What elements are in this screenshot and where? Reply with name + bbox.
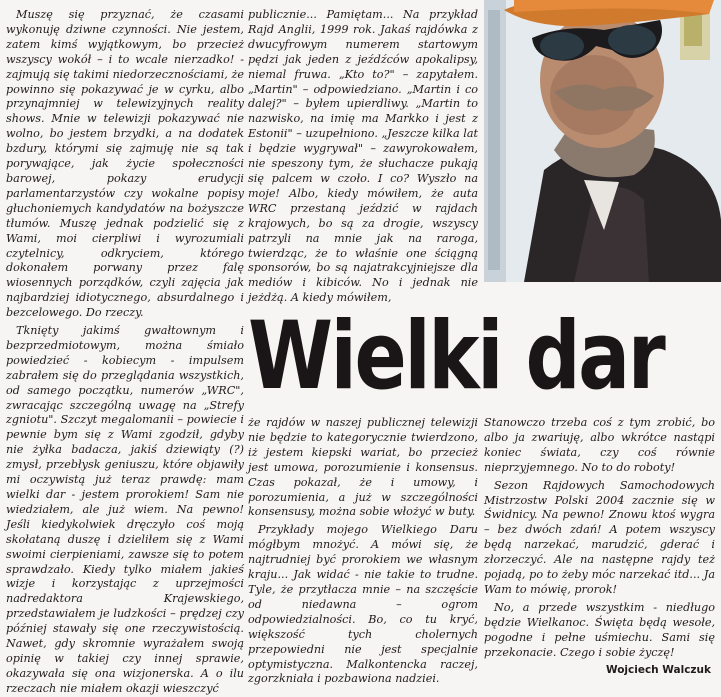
article-column-3 (248, 416, 478, 686)
paragraph: Przykłady mojego Wielkiego Daru mógłbym mnożyć. A mówi się, że najtrudniej być prorokiem we własnym kraju... Jak widać - nie takie to trudne. Tyle, że przytłacza mnie – na szczęście od niedawna – ogrom odpowiedzialności. Bo, co tu kryć, większość tych cholernych przepowiedni nie jest specjalnie optymistyczna. Malkontencka raczej, zgorzkniała i pozbawiona nadziei. (248, 523, 478, 686)
man-with-sunglasses-image (484, 0, 721, 282)
headline: Wielki dar (248, 302, 664, 411)
article-column-2 (248, 8, 478, 305)
author-signature: Wojciech Walczuk (605, 664, 711, 676)
article-column-1 (6, 8, 244, 695)
article-column-4 (484, 416, 715, 666)
paragraph: Tknięty jakimś gwałtownym i bezprzedmiotowym, można śmiało powiedzieć - kobiecym - impulsem zabrałem się do przeglądania wszystkich, od samego początku, numerów „WRC", zwracając szczególną uwagę na „Strefy zgniotu". Szczyt megalomanii – powiecie i pewnie bym się z Wami zgodził, gdyby nie żyłka badacza, jakiś dziewiąty (?) zmysł, przebłysk geniuszu, które objawiły mi oczywistą już teraz prawdę: mam wielki dar - jestem prorokiem! Sam nie wiedziałem, ale już wiem. Na pewno! Jeśli kiedykolwiek dręczyło coś moją skołataną duszę i dzieliłem się z Wami swoimi cierpieniami, zawsze się to potem sprawdzało. Kiedy tylko miałem jakieś wizje i korzystając z uprzejmości nadredaktora Krajewskiego, przedstawiałem je ludzkości – prędzej czy później stawały się one rzeczywistością. Nawet, gdy skromnie wyrażałem swoją opinię w takiej czy innej sprawie, okazywała się ona wizjonerska. A o ilu rzeczach nie miałem okazji wieszczyć (6, 324, 244, 695)
paragraph: No, a przede wszystkim - niedługo będzie Wielkanoc. Święta będą wesołe, pogodne i pełne uśmiechu. Sami się przekonacie. Czego i sobie życzę! (484, 600, 715, 659)
paragraph: Muszę się przyznać, że czasami wykonuję dziwne czynności. Nie jestem, zatem kimś wyjątkowym, bo przecież wszyscy wokół – i to wcale nierzadko! - zajmują się takimi niedorzecznościami, że powinno się pokazywać je w cyrku, albo przynajmniej w telewizyjnych reality shows. Mnie w telewizji pokazywać nie wolno, bo jestem brzydki, a na dodatek bzdury, którymi się zajmuję nie są tak porywające, jak życie społeczności barowej, pokazy erudycji parlamentarzystów czy wokalne popisy głuchoniemych kandydatów na bożyszcze tłumów. Muszę jednak podzielić się z Wami, moi cierpliwi i wyrozumiali czytelnicy, odkryciem, którego dokonałem porwany przez falę wiosennych porządków, czyli zajęcia jak najbardziej idiotycznego, absurdalnego i bezcelowego. Do rzeczy. (6, 8, 244, 320)
author-photo (484, 0, 721, 282)
paragraph: że rajdów w naszej publicznej telewizji nie będzie to kategorycznie twierdzono, iż jestem kiepski wariat, bo przecież jest umowa, porozumienie i konsensus. Czas pokazał, że i umowy, i porozumienia, a już w szczególności konsensusy, można sobie włożyć w buty. (248, 416, 478, 519)
paragraph: Stanowczo trzeba coś z tym zrobić, bo albo ja zwariuję, albo wkrótce nastąpi koniec świata, czy coś równie nieprzyjemnego. No to do roboty! (484, 416, 715, 474)
paragraph: publicznie... Pamiętam... Na przykład Rajd Anglii, 1999 rok. Jakaś rajdówka z dwucyfrowym numerem startowym pędzi jak jeden z jeźdźców apokalipsy, niemal fruwa. „Kto to?" – zapytałem. „Martin" – odpowiedziano. „Martin i co dalej?" – byłem upierdliwy. „Martin to nazwisko, na imię ma Markko i jest z Estonii" – uzupełniono. „Jeszcze kilka lat i będzie wygrywał" – zawyrokowałem, nie speszony tym, że słuchacze pukają się palcem w czoło. I co? Wyszło na moje! Albo, kiedy mówiłem, że auta WRC przestaną jeździć w rajdach krajowych, bo są za drogie, wszyscy patrzyli na mnie jak na raroga, twierdząc, że to właśnie one ściągną sponsorów, bo są najatrakcyjniejsze dla mediów i kibiców. No i jednak nie jeżdżą. A kiedy mówiłem, (248, 8, 478, 305)
paragraph: Sezon Rajdowych Samochodowych Mistrzostw Polski 2004 zacznie się w Świdnicy. Na pewno! Znowu ktoś wygra – bez dwóch zdań! A potem wszyscy będą narzekać, marudzić, gderać i złorzeczyć. Ale na następne rajdy też pojadą, po to żeby móc narzekać itd... Ja Wam to mówię, prorok! (484, 478, 715, 596)
